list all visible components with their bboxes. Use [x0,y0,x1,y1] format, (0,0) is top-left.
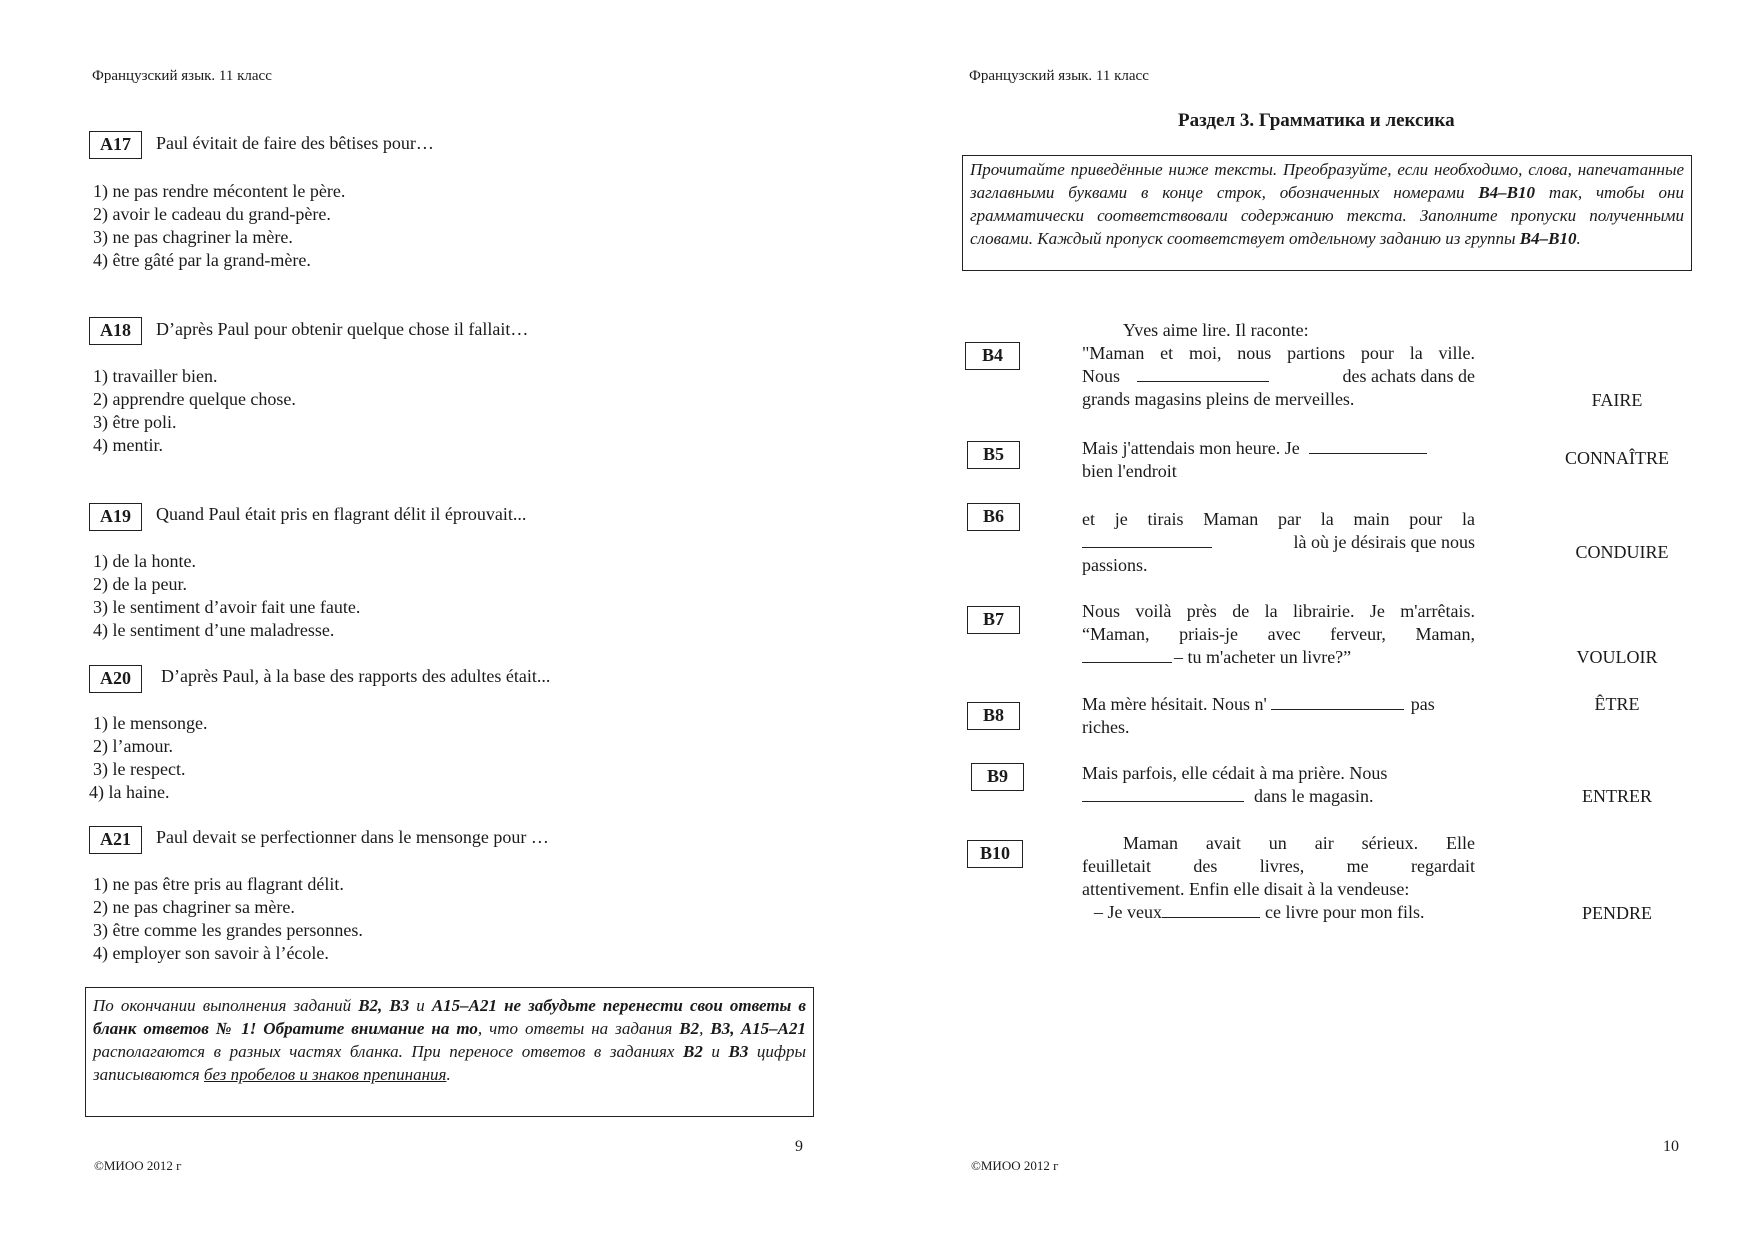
task-line: "Maman et moi, nous partions pour la ville. [1082,343,1475,363]
task-text-part: pas [1410,694,1435,714]
notice-text: цифры записываются [93,1042,806,1084]
task-label-b8: B8 [967,702,1020,730]
notice-text: По окончании выполнения заданий [93,996,359,1015]
notice-emphasis: B2, B3 [358,996,410,1015]
task-label-b6: B6 [967,503,1020,531]
task-label-b7: B7 [967,606,1020,634]
option: 2) de la peur. [93,574,187,594]
page-number: 10 [1663,1138,1679,1155]
task-line: et je tirais Maman par la main pour la [1082,509,1475,529]
base-word-b10: PENDRE [1581,903,1652,923]
option: 4) le sentiment d’une maladresse. [93,620,335,640]
question-text-a18: D’après Paul pour obtenir quelque chose il fallait… [156,319,529,339]
notice-emphasis: A15–A21 не забудьте перенести свои ответы в бланк ответов № 1! Обратите внимание на то [93,996,806,1038]
task-line: bien l'endroit [1082,461,1177,481]
option: 2) ne pas chagriner sa mère. [93,897,295,917]
notice-text: , что ответы на задания [477,1019,680,1038]
task-text-part: – Je veux [1094,902,1162,922]
option: 2) avoir le cadeau du grand-père. [93,204,331,224]
task-line: Mais parfois, elle cédait à ma prière. Nous [1082,763,1388,783]
instruction-text: так, чтобы они грамматически соответствовали содержанию текста. Заполните пропуски полученными словами. Каждый пропуск соответствует отдельному заданию из группы [970,183,1684,248]
task-line [1082,693,1475,716]
task-text-b5 [1082,437,1475,483]
answer-blank-b9 [1082,787,1244,802]
notice-emphasis: B3, A15–A21 [710,1019,807,1038]
option: 4) être gâté par la grand-mère. [93,250,311,270]
notice-emphasis: B2 [683,1042,703,1061]
task-line: riches. [1082,717,1130,737]
option: 3) être poli. [93,412,177,432]
task-text-part: Mais j'attendais mon heure. Je [1082,438,1300,458]
task-line [1082,365,1475,388]
option: 3) être comme les grandes personnes. [93,920,363,940]
answer-blank-b4 [1137,367,1269,382]
task-line: Nous voilà près de la librairie. Je m'arrêtais. [1082,601,1475,621]
option: 1) ne pas être pris au flagrant délit. [93,874,344,894]
options-a19 [93,550,360,642]
task-line: attentivement. Enfin elle disait à la vendeuse: [1082,879,1410,899]
base-word-b5: CONNAÎTRE [1565,448,1669,468]
task-line [1082,901,1475,924]
question-label-a19: A19 [89,503,142,531]
task-line: “Maman, priais-je avec ferveur, Maman, [1082,624,1475,644]
task-text-part: dans le magasin. [1254,786,1374,806]
base-word-b4: FAIRE [1591,390,1643,410]
instruction-emphasis: B4–B10 [1519,229,1577,248]
page-footer: ©МИОО 2012 г [94,1158,182,1173]
section-title: Раздел 3. Грамматика и лексика [1178,110,1455,131]
task-text-b9 [1082,762,1475,808]
option: 4) mentir. [93,435,163,455]
page-header: Французский язык. 11 класс [92,68,272,84]
task-line: passions. [1082,555,1148,575]
instruction-text: Прочитайте приведённые ниже тексты. Преобразуйте, если необходимо, слова, напечатанные заглавными буквами в конце строк, обозначенных номерами [970,160,1684,202]
notice-text: , [699,1019,711,1038]
task-text-part: – tu m'acheter un livre?” [1174,647,1352,667]
options-a20 [89,712,208,804]
notice-text: и [409,996,432,1015]
task-label-b4: B4 [965,342,1020,370]
option: 3) le respect. [93,759,186,779]
option: 2) l’amour. [93,736,173,756]
task-line [1082,437,1475,460]
option: 1) travailler bien. [93,366,218,386]
answer-blank-b10 [1162,903,1260,918]
notice-emphasis: B3 [728,1042,749,1061]
notice-text: располагаются в разных частях бланка. При переносе ответов в заданиях [93,1042,684,1061]
option: 1) ne pas rendre mécontent le père. [93,181,346,201]
question-label-a17: A17 [89,131,142,159]
base-word-b9: ENTRER [1582,786,1652,806]
options-a21 [93,873,363,965]
options-a17 [93,180,345,272]
page-footer: ©МИОО 2012 г [971,1158,1059,1173]
task-text-b8 [1082,693,1475,739]
option: 1) de la honte. [93,551,196,571]
notice-underline: без пробелов и знаков препинания [203,1065,447,1084]
question-text-a17: Paul évitait de faire des bêtises pour… [156,133,434,153]
task-text-part: ce livre pour mon fils. [1264,902,1425,922]
answer-blank-b5 [1309,439,1427,454]
task-text-part: là où je désirais que nous [1293,532,1475,552]
instruction-text: . [1576,229,1581,248]
task-text-b4 [1082,319,1475,411]
option: 4) employer son savoir à l’école. [93,943,329,963]
base-word-b8: ÊTRE [1594,694,1640,714]
task-label-b5: B5 [967,441,1020,469]
option: 3) ne pas chagriner la mère. [93,227,293,247]
question-text-a21: Paul devait se perfectionner dans le mensonge pour … [156,827,549,847]
option: 2) apprendre quelque chose. [93,389,296,409]
answer-blank-b7 [1082,648,1172,663]
question-text-a20: D’après Paul, à la base des rapports des adultes était... [161,666,551,686]
right-page [877,0,1754,1239]
task-text-b10 [1082,832,1475,924]
task-text-part: Ma mère hésitait. Nous n' [1082,694,1267,714]
page-header: Французский язык. 11 класс [969,68,1149,84]
task-text-b7 [1082,600,1475,669]
notice-text: . [446,1065,451,1084]
instruction-emphasis: B4–B10 [1478,183,1536,202]
question-label-a18: A18 [89,317,142,345]
notice-emphasis: B2 [679,1019,700,1038]
question-text-a19: Quand Paul était pris en flagrant délit il éprouvait... [156,504,527,524]
transfer-answers-notice [85,987,814,1117]
task-text-part: Nous [1082,366,1121,386]
task-line [1082,646,1475,669]
answer-blank-b6 [1082,533,1212,548]
question-label-a20: A20 [89,665,142,693]
task-text-part: des achats dans de [1342,366,1475,386]
task-line: grands magasins pleins de merveilles. [1082,389,1355,409]
notice-text: и [702,1042,729,1061]
task-line: Yves aime lire. Il raconte: [1123,320,1309,340]
task-line: Maman avait un air sérieux. Elle [1123,833,1475,853]
instruction-box [962,155,1692,271]
option: 1) le mensonge. [93,713,208,733]
options-a18 [93,365,296,457]
task-label-b9: B9 [971,763,1024,791]
answer-blank-b8 [1271,695,1404,710]
task-line [1082,531,1475,554]
option: 3) le sentiment d’avoir fait une faute. [93,597,361,617]
task-text-b6 [1082,508,1475,577]
base-word-b7: VOULOIR [1576,647,1658,667]
option: 4) la haine. [89,782,170,802]
question-label-a21: A21 [89,826,142,854]
task-label-b10: B10 [967,840,1023,868]
task-line [1082,785,1475,808]
base-word-b6: CONDUIRE [1575,542,1669,562]
task-line: feuilletait des livres, me regardait [1082,856,1475,876]
page-number: 9 [795,1138,803,1155]
